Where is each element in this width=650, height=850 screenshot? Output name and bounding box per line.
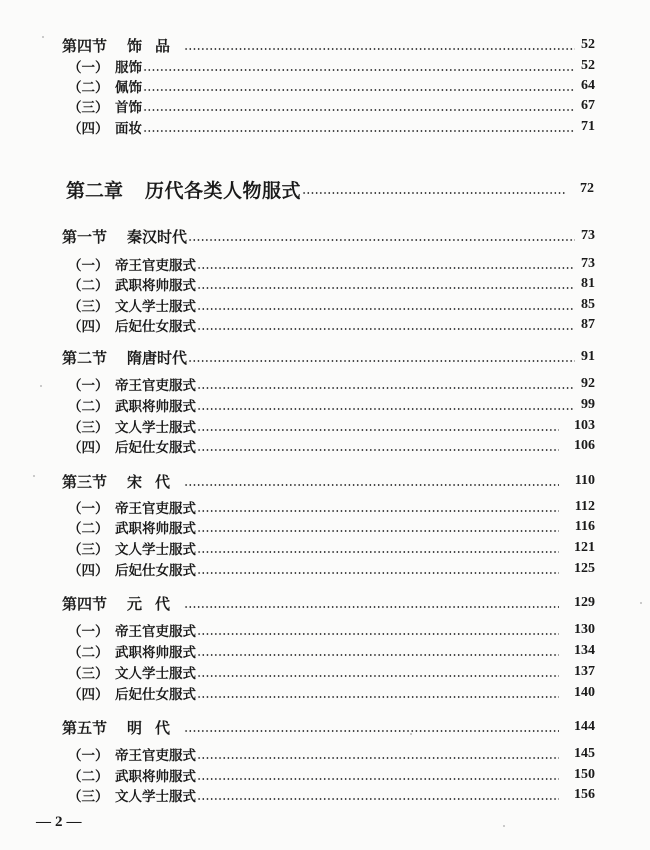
page-ref: 52	[581, 58, 595, 73]
toc-subsection-entry	[0, 395, 650, 415]
subsection-index: （三）	[68, 666, 109, 682]
toc-section-entry	[0, 347, 650, 367]
subsection-index: （四）	[68, 687, 109, 703]
dot-leader	[197, 551, 559, 553]
page-ref: 140	[574, 685, 595, 700]
page-ref: 129	[574, 595, 595, 610]
subsection-index: （四）	[68, 563, 109, 579]
dot-leader	[197, 572, 559, 574]
dot-leader	[197, 654, 559, 656]
subsection-title: 面妆	[115, 121, 142, 137]
dot-leader	[197, 387, 575, 389]
dot-leader	[302, 192, 566, 194]
subsection-index: （一）	[68, 258, 109, 274]
page-ref: 137	[574, 664, 595, 679]
page-ref: 71	[581, 119, 595, 134]
toc-subsection-entry	[0, 76, 650, 96]
subsection-index: （一）	[68, 748, 109, 764]
dot-leader	[143, 109, 575, 111]
subsection-index: （二）	[68, 521, 109, 537]
subsection-title: 武职将帅服式	[115, 769, 196, 785]
dot-leader	[197, 429, 559, 431]
toc-chapter-entry	[0, 176, 650, 202]
section-title: 明代	[127, 718, 184, 737]
toc-subsection-entry	[0, 620, 650, 640]
page-ref: 99	[581, 397, 595, 412]
toc-subsection-entry	[0, 538, 650, 558]
page-ref: 67	[581, 98, 595, 113]
toc-section-entry	[0, 226, 650, 246]
subsection-index: （四）	[68, 121, 109, 137]
toc-subsection-entry	[0, 641, 650, 661]
subsection-title: 帝王官吏服式	[115, 378, 196, 394]
toc-subsection-entry	[0, 662, 650, 682]
page-ref: 103	[574, 418, 595, 433]
dot-leader	[197, 696, 559, 698]
section-number: 第三节	[62, 472, 108, 491]
section-title: 宋代	[127, 472, 184, 491]
chapter-number: 第二章	[66, 179, 124, 202]
section-number: 第四节	[62, 36, 108, 55]
page-ref: 73	[581, 228, 595, 243]
page-ref: 64	[581, 78, 595, 93]
section-title: 饰品	[127, 36, 184, 55]
scan-speck	[410, 733, 412, 735]
page-ref: 130	[574, 622, 595, 637]
subsection-index: （一）	[68, 378, 109, 394]
subsection-index: （一）	[68, 60, 109, 76]
toc-section-entry	[0, 35, 650, 55]
toc-subsection-entry	[0, 765, 650, 785]
dot-leader	[188, 360, 575, 362]
dot-leader	[197, 308, 575, 310]
subsection-title: 帝王官吏服式	[115, 501, 196, 517]
subsection-title: 文人学士服式	[115, 542, 196, 558]
page-ref: 116	[574, 519, 595, 534]
page-ref: 156	[574, 787, 595, 802]
subsection-index: （二）	[68, 278, 109, 294]
page-number-footer: —2—	[36, 814, 86, 830]
section-number: 第五节	[62, 718, 108, 737]
toc-subsection-entry	[0, 559, 650, 579]
dot-leader	[188, 239, 575, 241]
dot-leader	[143, 69, 575, 71]
dot-leader	[143, 89, 575, 91]
toc-subsection-entry	[0, 436, 650, 456]
subsection-title: 佩饰	[115, 80, 142, 96]
subsection-index: （三）	[68, 420, 109, 436]
toc-subsection-entry	[0, 683, 650, 703]
page-ref: 72	[580, 181, 594, 196]
toc-subsection-entry	[0, 517, 650, 537]
section-number: 第四节	[62, 594, 108, 613]
toc-subsection-entry	[0, 785, 650, 805]
toc-subsection-entry	[0, 416, 650, 436]
dot-leader	[197, 798, 559, 800]
scan-speck	[33, 475, 35, 477]
subsection-index: （三）	[68, 100, 109, 116]
subsection-index: （二）	[68, 645, 109, 661]
page-ref: 87	[581, 317, 595, 332]
toc-subsection-entry	[0, 56, 650, 76]
section-number: 第一节	[62, 227, 108, 246]
subsection-title: 武职将帅服式	[115, 521, 196, 537]
subsection-title: 后妃仕女服式	[115, 319, 196, 335]
toc-section-entry	[0, 593, 650, 613]
subsection-title: 后妃仕女服式	[115, 687, 196, 703]
dot-leader	[184, 606, 559, 608]
section-title: 隋唐时代	[127, 348, 188, 367]
dot-leader	[197, 510, 559, 512]
subsection-index: （一）	[68, 501, 109, 517]
dot-leader	[197, 633, 559, 635]
subsection-title: 文人学士服式	[115, 666, 196, 682]
subsection-title: 文人学士服式	[115, 299, 196, 315]
subsection-index: （一）	[68, 624, 109, 640]
subsection-index: （二）	[68, 769, 109, 785]
scan-speck	[503, 825, 505, 827]
subsection-index: （二）	[68, 80, 109, 96]
page-ref: 91	[581, 349, 595, 364]
page-ref: 73	[581, 256, 595, 271]
scan-speck	[40, 385, 42, 387]
page-ref: 52	[581, 37, 595, 52]
subsection-index: （三）	[68, 789, 109, 805]
subsection-title: 帝王官吏服式	[115, 258, 196, 274]
section-title: 元代	[127, 594, 184, 613]
toc-subsection-entry	[0, 96, 650, 116]
page-ref: 106	[574, 438, 595, 453]
toc-subsection-entry	[0, 374, 650, 394]
dot-leader	[197, 530, 559, 532]
page-ref: 121	[574, 540, 595, 555]
subsection-title: 服饰	[115, 60, 142, 76]
page-ref: 150	[574, 767, 595, 782]
subsection-index: （三）	[68, 542, 109, 558]
subsection-index: （二）	[68, 399, 109, 415]
subsection-title: 帝王官吏服式	[115, 624, 196, 640]
dot-leader	[197, 267, 575, 269]
page-ref: 81	[581, 276, 595, 291]
subsection-index: （三）	[68, 299, 109, 315]
page-ref: 134	[574, 643, 595, 658]
toc-section-entry	[0, 717, 650, 737]
toc-subsection-entry	[0, 744, 650, 764]
chapter-title: 历代各类人物服式	[145, 179, 302, 202]
page-ref: 92	[581, 376, 595, 391]
toc-subsection-entry	[0, 254, 650, 274]
scan-speck	[42, 36, 44, 38]
dot-leader	[197, 287, 575, 289]
subsection-title: 武职将帅服式	[115, 278, 196, 294]
page-ref: 144	[574, 719, 595, 734]
page-ref: 125	[574, 561, 595, 576]
toc-subsection-entry	[0, 117, 650, 137]
dot-leader	[143, 130, 575, 132]
dot-leader	[197, 408, 575, 410]
subsection-title: 首饰	[115, 100, 142, 116]
subsection-title: 武职将帅服式	[115, 645, 196, 661]
dot-leader	[197, 449, 559, 451]
subsection-title: 后妃仕女服式	[115, 563, 196, 579]
subsection-title: 文人学士服式	[115, 789, 196, 805]
dot-leader	[197, 328, 575, 330]
page-ref: 110	[574, 473, 595, 488]
scan-speck	[640, 602, 642, 604]
dot-leader	[184, 48, 575, 50]
toc-subsection-entry	[0, 315, 650, 335]
toc-subsection-entry	[0, 295, 650, 315]
dot-leader	[197, 778, 559, 780]
page-ref: 85	[581, 297, 595, 312]
toc-section-entry	[0, 471, 650, 491]
subsection-title: 帝王官吏服式	[115, 748, 196, 764]
toc-subsection-entry	[0, 274, 650, 294]
subsection-title: 后妃仕女服式	[115, 440, 196, 456]
toc-subsection-entry	[0, 497, 650, 517]
page-ref: 112	[574, 499, 595, 514]
section-number: 第二节	[62, 348, 108, 367]
section-title: 秦汉时代	[127, 227, 188, 246]
subsection-title: 文人学士服式	[115, 420, 196, 436]
subsection-title: 武职将帅服式	[115, 399, 196, 415]
page-ref: 145	[574, 746, 595, 761]
subsection-index: （四）	[68, 440, 109, 456]
subsection-index: （四）	[68, 319, 109, 335]
dot-leader	[184, 484, 559, 486]
dot-leader	[197, 757, 559, 759]
dot-leader	[197, 675, 559, 677]
dot-leader	[184, 730, 559, 732]
